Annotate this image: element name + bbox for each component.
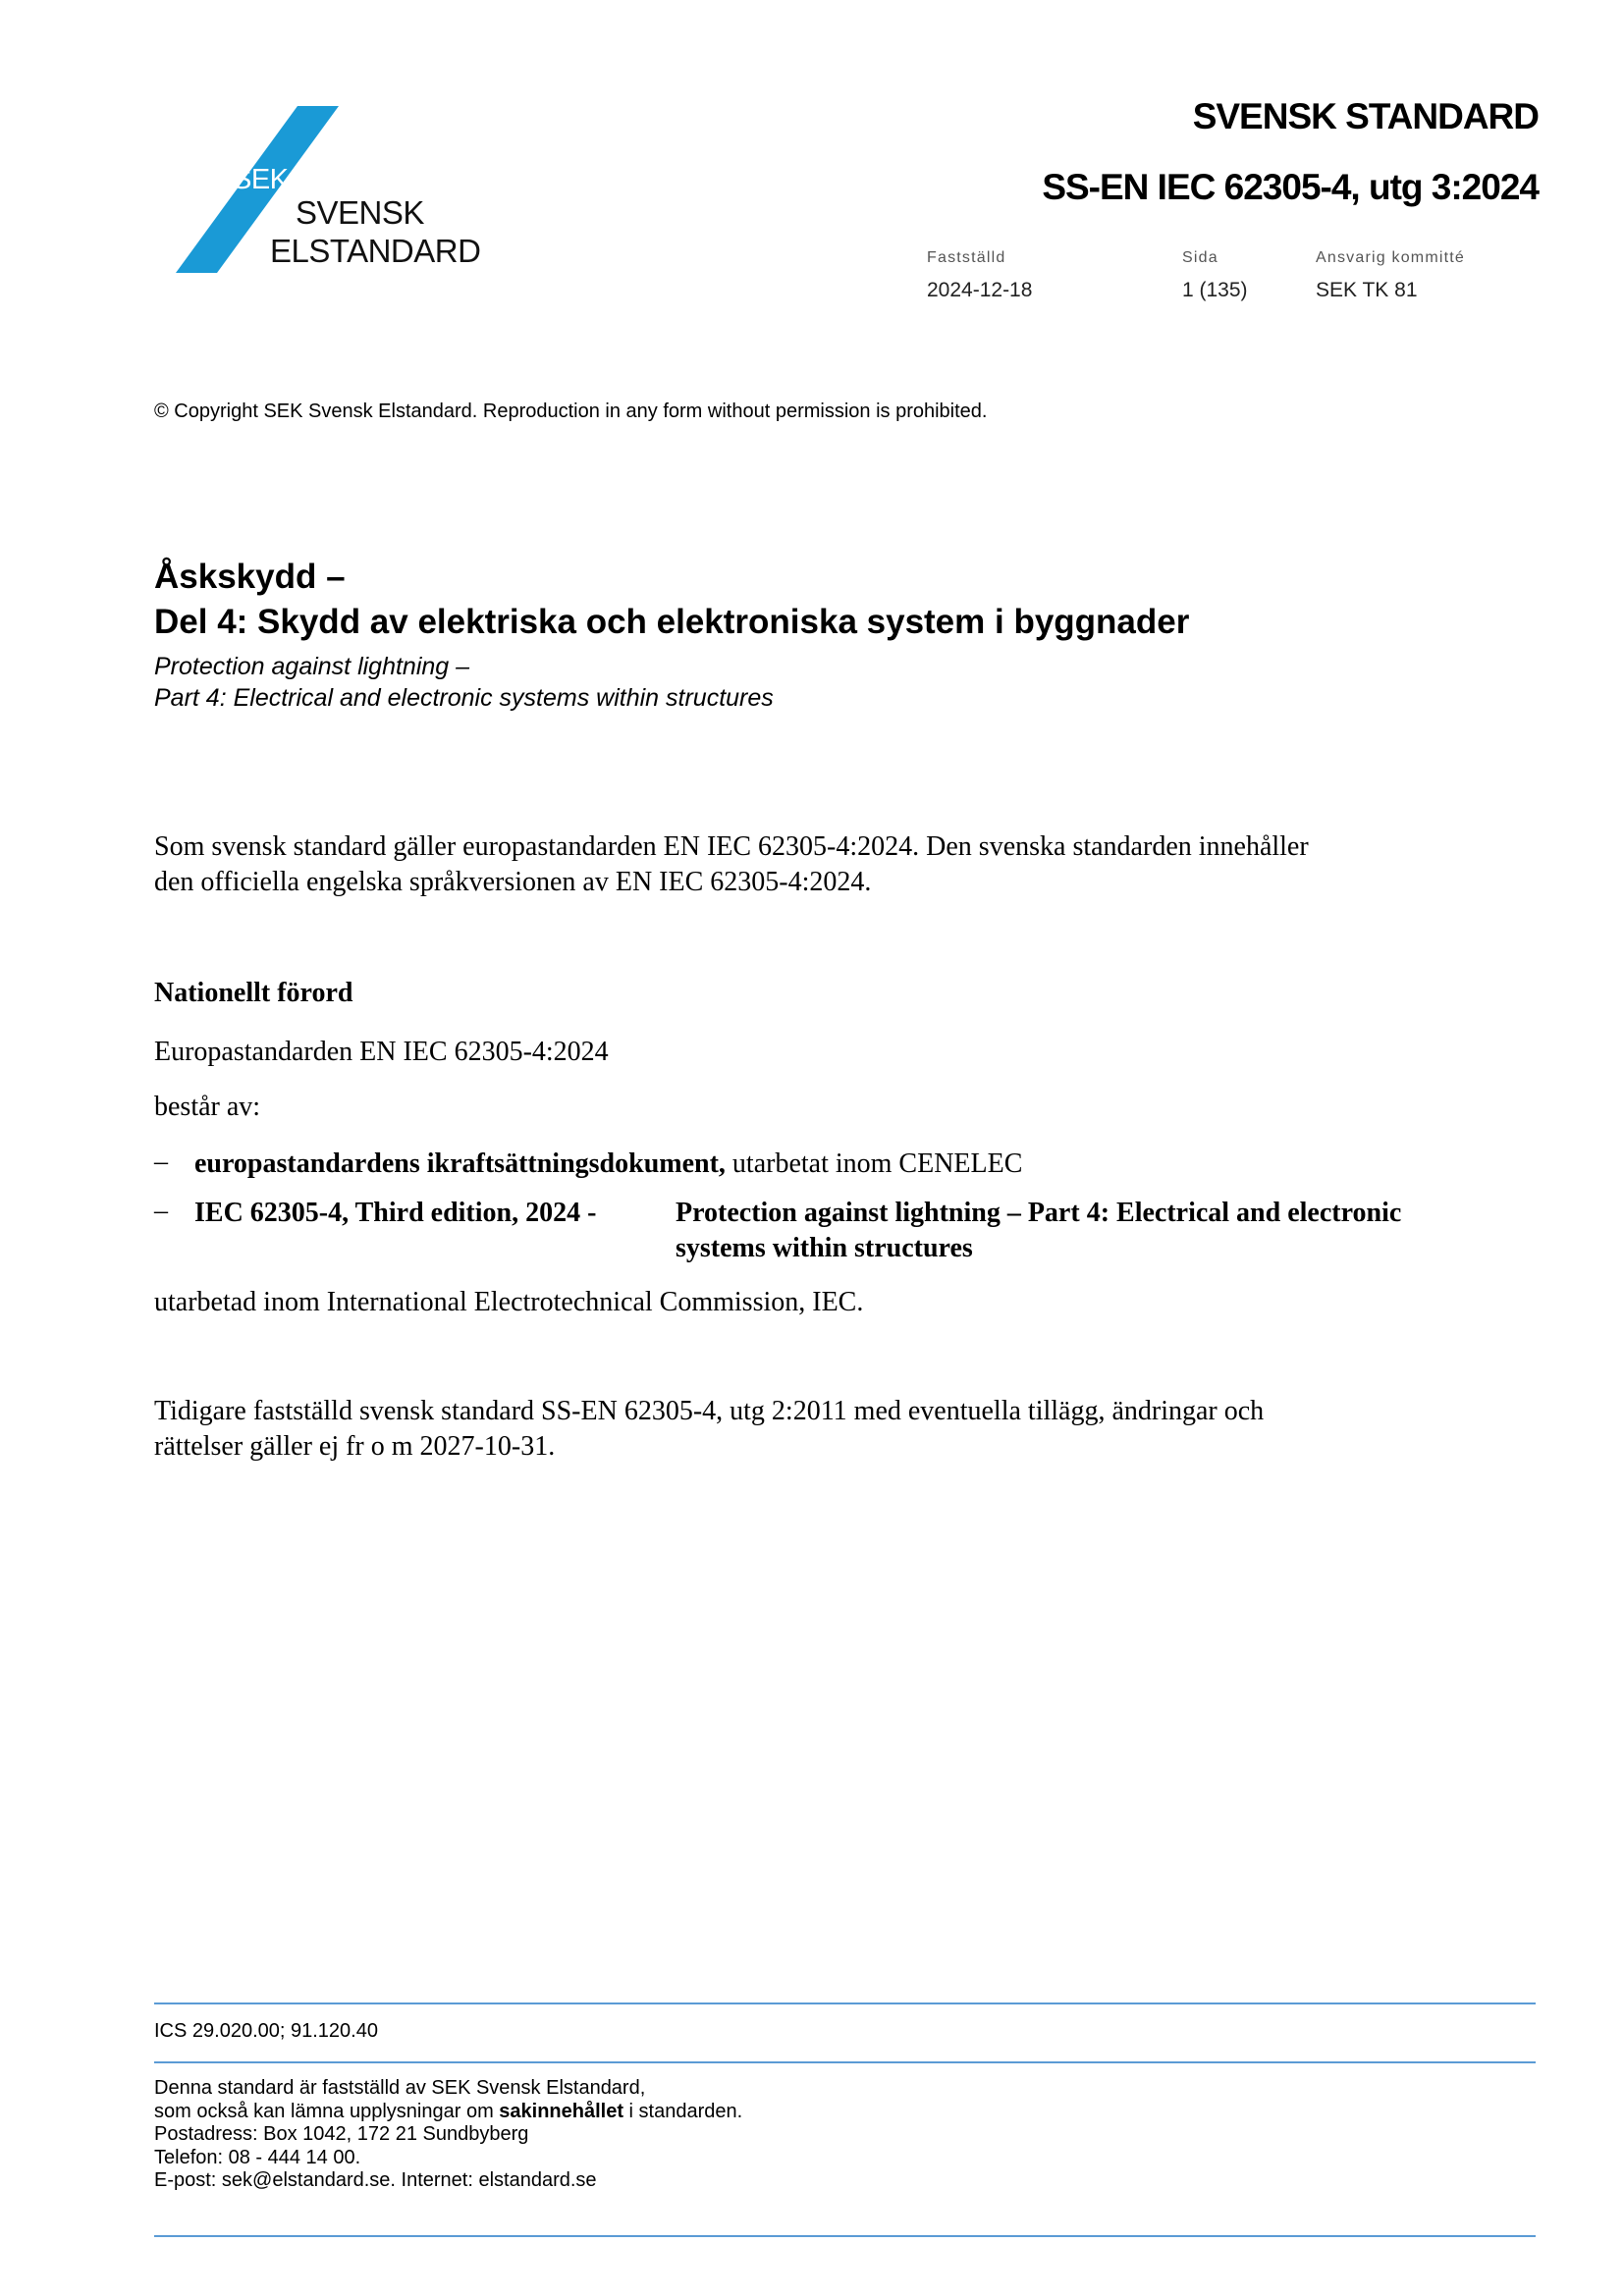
list-item-1	[194, 1147, 1022, 1182]
meta-value-pages: 1 (135)	[1182, 279, 1248, 301]
sek-logo	[172, 106, 496, 273]
title-english-line1: Protection against lightning –	[154, 653, 470, 680]
logo-mark-text: SEK	[233, 164, 289, 195]
list-item-1-bold: europastandardens ikraftsättningsdokument,	[194, 1148, 726, 1179]
meta-value-committee: SEK TK 81	[1316, 279, 1418, 301]
title-english-line2: Part 4: Electrical and electronic systems within structures	[154, 684, 774, 712]
national-foreword-line1: Europastandarden EN IEC 62305-4:2024	[154, 1037, 609, 1067]
list-item-1-rest: utarbetat inom CENELEC	[725, 1148, 1023, 1179]
list-item-2-title-line2: systems within structures	[676, 1233, 973, 1263]
footer-contact-block	[154, 2077, 742, 2193]
footer-line2-a: som också kan lämna upplysningar om	[154, 2100, 500, 2122]
meta-label-faststalld: Fastställd	[927, 249, 1006, 266]
footer-divider-bottom	[154, 2235, 1536, 2237]
list-item-2-reference: IEC 62305-4, Third edition, 2024 -	[194, 1198, 597, 1228]
list-item-2-title-line1: Protection against lightning – Part 4: Electrical and electronic	[676, 1198, 1402, 1228]
footer-line2-c: i standarden.	[623, 2100, 743, 2122]
list-item-2-title	[676, 1196, 1401, 1266]
sek-logo-mark	[172, 106, 496, 273]
list-dash: –	[154, 1196, 168, 1226]
logo-word-line1: SVENSK	[296, 194, 424, 231]
title-swedish-line2: Del 4: Skydd av elektriska och elektroniska system i byggnader	[154, 603, 1190, 641]
earlier-line1: Tidigare fastställd svensk standard SS-EN 62305-4, utg 2:2011 med eventuella tillägg, ändringar och	[154, 1396, 1265, 1426]
intro-line2: den officiella engelska språkversionen av EN IEC 62305-4:2024.	[154, 867, 872, 897]
meta-value-date: 2024-12-18	[927, 279, 1033, 301]
list-dash: –	[154, 1147, 168, 1177]
national-foreword-heading: Nationellt förord	[154, 978, 353, 1008]
intro-paragraph	[154, 829, 1309, 900]
national-foreword-after: utarbetad inom International Electrotechnical Commission, IEC.	[154, 1287, 864, 1317]
footer-line2-bold: sakinnehållet	[499, 2100, 623, 2122]
copyright-notice: © Copyright SEK Svensk Elstandard. Reproduction in any form without permission is prohibited.	[154, 400, 988, 422]
footer-divider-middle	[154, 2061, 1536, 2063]
logo-word-line2: ELSTANDARD	[270, 233, 481, 269]
footer-line1: Denna standard är fastställd av SEK Svensk Elstandard,	[154, 2077, 646, 2099]
meta-label-sida: Sida	[1182, 249, 1218, 266]
intro-line1: Som svensk standard gäller europastandarden EN IEC 62305-4:2024. Den svenska standarden innehåller	[154, 831, 1309, 862]
footer-phone: Telefon: 08 - 444 14 00.	[154, 2146, 361, 2168]
title-swedish-line1: Åskskydd –	[154, 558, 346, 596]
earlier-standard-paragraph	[154, 1394, 1264, 1465]
meta-label-kommitte: Ansvarig kommitté	[1316, 249, 1465, 266]
footer-postal-address: Postadress: Box 1042, 172 21 Sundbyberg	[154, 2123, 529, 2145]
footer-line2	[154, 2101, 742, 2124]
ics-codes: ICS 29.020.00; 91.120.40	[154, 2020, 378, 2042]
earlier-line2: rättelser gäller ej fr o m 2027-10-31.	[154, 1431, 556, 1462]
standard-number: SS-EN IEC 62305-4, utg 3:2024	[1042, 167, 1539, 207]
standard-type-title: SVENSK STANDARD	[1192, 96, 1539, 136]
footer-divider-top	[154, 2002, 1536, 2004]
footer-email-internet: E-post: sek@elstandard.se. Internet: elstandard.se	[154, 2169, 597, 2191]
national-foreword-line2: består av:	[154, 1092, 261, 1122]
